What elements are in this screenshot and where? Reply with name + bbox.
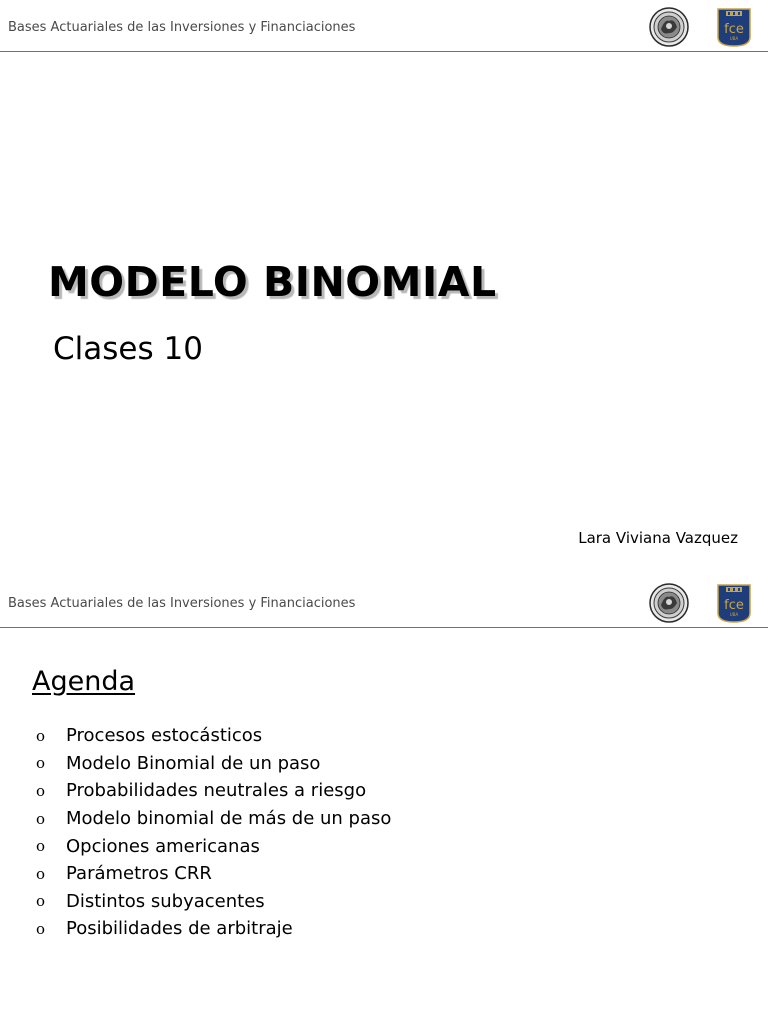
bullet-icon: o: [36, 864, 46, 883]
bullet-icon: o: [36, 726, 46, 745]
fce-logo-text: fce: [724, 22, 744, 37]
agenda-item-label: Procesos estocásticos: [66, 725, 263, 747]
agenda-item: [36, 888, 391, 916]
slide-subtitle: Clases 10: [53, 331, 203, 367]
agenda-item-label: Modelo binomial de más de un paso: [66, 808, 392, 830]
agenda-item-label: Parámetros CRR: [66, 863, 212, 885]
agenda-list: [36, 722, 391, 943]
slide-header: [0, 0, 768, 52]
header-course-title: Bases Actuariales de las Inversiones y Financiaciones: [8, 596, 356, 611]
slide-title: MODELO BINOMIAL: [48, 258, 497, 306]
bullet-icon: o: [36, 919, 46, 938]
agenda-item-label: Modelo Binomial de un paso: [66, 752, 321, 774]
bullet-icon: o: [36, 837, 46, 856]
fce-logo-subtext: UBA: [729, 36, 739, 41]
university-seal-icon: [649, 7, 689, 47]
fce-logo-text: fce: [724, 598, 744, 613]
university-seal-icon: [649, 583, 689, 623]
bullet-icon: o: [36, 892, 46, 911]
agenda-item: [36, 832, 391, 860]
fce-logo-icon: [717, 7, 751, 47]
fce-logo-icon: [717, 583, 751, 623]
fce-logo-subtext: UBA: [729, 612, 739, 617]
agenda-item-label: Opciones americanas: [66, 835, 260, 857]
slide-header: [0, 576, 768, 628]
bullet-icon: o: [36, 754, 46, 773]
bullet-icon: o: [36, 781, 46, 800]
agenda-item: [36, 915, 391, 943]
agenda-item-label: Probabilidades neutrales a riesgo: [66, 780, 367, 802]
agenda-item: [36, 805, 391, 833]
agenda-item: [36, 750, 391, 778]
agenda-item-label: Posibilidades de arbitraje: [66, 918, 293, 940]
agenda-item: [36, 860, 391, 888]
agenda-item: [36, 777, 391, 805]
header-course-title: Bases Actuariales de las Inversiones y Financiaciones: [8, 20, 356, 35]
agenda-item-label: Distintos subyacentes: [66, 890, 265, 912]
bullet-icon: o: [36, 809, 46, 828]
agenda-heading: Agenda: [32, 666, 136, 697]
author-name: Lara Viviana Vazquez: [578, 529, 738, 547]
agenda-item: [36, 722, 391, 750]
